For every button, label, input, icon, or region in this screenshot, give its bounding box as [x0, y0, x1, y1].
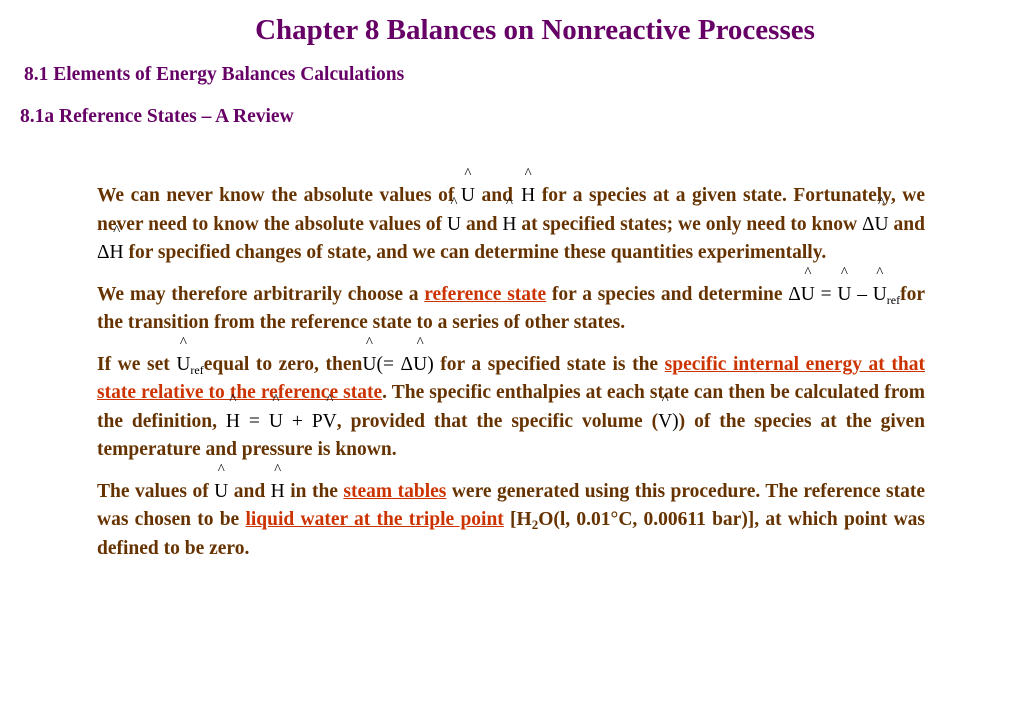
text: If we set [97, 353, 177, 375]
delta-u-hat-symbol: Δ^ U [862, 214, 889, 235]
delta-h-hat-symbol: Δ^ H [97, 242, 124, 263]
delta-u-equation: Δ^ U = ^ U – ^ $U_{ref}$ [788, 284, 900, 305]
text: for a specified state is the [433, 353, 665, 375]
text: ) of the species at the given temperature and pressure is known. [97, 410, 925, 460]
text: for a species at a given state. Fortunately, we never need to know the absolute values of [97, 185, 925, 235]
paragraph-3 [97, 351, 925, 465]
u-ref-symbol: ^ $U_{ref}$ [176, 354, 203, 375]
enthalpy-definition-equation: ^ H = ^ U + P^ V [226, 411, 337, 432]
text: for specified changes of state, and we can determine these quantities experimentally. [123, 242, 827, 263]
subsection-heading: 8.1a Reference States – A Review [20, 106, 294, 127]
text: We may therefore arbitrarily choose a [97, 283, 425, 305]
text: for a species and determine [546, 283, 789, 305]
triple-point-link[interactable]: liquid water at the triple point [245, 509, 504, 530]
paragraph-4 [97, 478, 925, 564]
u-hat-symbol: ^ U [447, 214, 461, 235]
h-hat-symbol: ^ H [271, 481, 285, 502]
subscript-2: 2 [531, 517, 539, 532]
u-equals-delta-u-symbol: ^ U(= Δ^ U) [362, 354, 433, 375]
paragraph-2 [97, 281, 925, 338]
text: and [474, 185, 520, 206]
paragraph-1 [97, 182, 925, 268]
text: for the transition from the reference state to a series of other states. [97, 283, 926, 333]
reference-state-link[interactable]: reference state [424, 283, 547, 305]
h-hat-symbol: ^ H [519, 185, 535, 206]
page-title: Chapter 8 Balances on Nonreactive Processes [255, 14, 815, 46]
body-text [97, 182, 925, 563]
specific-internal-energy-link[interactable]: specific internal energy at that state relative to the reference state [97, 353, 925, 403]
text: and [461, 213, 503, 235]
steam-tables-link[interactable]: steam tables [343, 480, 447, 502]
text: We can never know the absolute values of [97, 185, 461, 206]
u-hat-symbol: ^ U [214, 481, 228, 502]
text: equal to zero, then [203, 353, 363, 375]
text: O(l, 0.01°C, 0.00611 bar)], at which point was defined to be zero. [97, 509, 925, 559]
text: in the [284, 480, 344, 502]
text: were generated using this procedure. The reference state was chosen to be [97, 480, 925, 530]
section-heading: 8.1 Elements of Energy Balances Calculations [24, 64, 405, 85]
text: , provided that the specific volume ( [336, 410, 659, 432]
v-hat-symbol: ^ V) [658, 411, 679, 432]
u-hat-symbol: ^ U [461, 185, 475, 206]
text: The values of [97, 480, 215, 502]
text: . The specific enthalpies at each state can then be calculated from the definition, [97, 382, 925, 432]
text: and [888, 213, 925, 235]
text: at specified states; we only need to know [516, 213, 862, 235]
text: [H [503, 509, 532, 530]
text: and [228, 480, 271, 502]
h-hat-symbol: ^ H [502, 214, 516, 235]
